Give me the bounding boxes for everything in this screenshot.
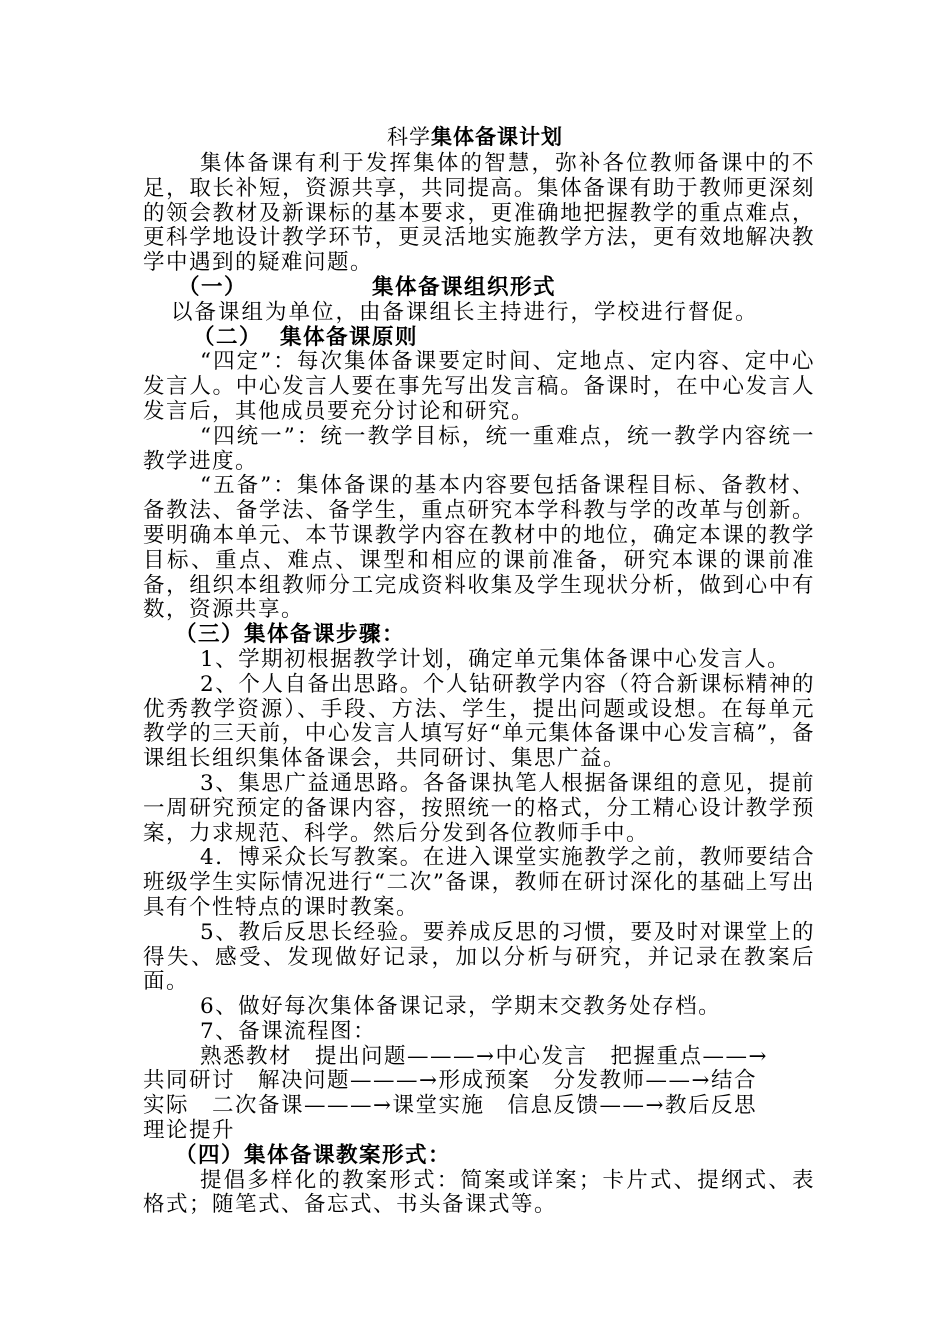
document-title	[0, 124, 950, 150]
section-2-paragraph-2: “四统一”：统一教学目标，统一重难点，统一教学内容统一教学进度。	[143, 423, 815, 474]
section-2-number: （二）	[193, 324, 263, 350]
step-5: 5、教后反思长经验。要养成反思的习惯，要及时对课堂上的得失、感受、发现做好记录，加以分析与研究，并记录在教案后面。	[143, 919, 815, 995]
step-3: 3、集思广益通思路。各备课执笔人根据备课组的意见，提前一周研究预定的备课内容，按照统一的格式，分工精心设计教学预案，力求规范、科学。然后分发到各位教师手中。	[143, 770, 815, 846]
step-6: 6、做好每次集体备课记录，学期末交教务处存档。	[200, 994, 722, 1020]
step-2: 2、个人自备出思路。个人钻研教学内容（符合新课标精神的优秀教学资源）、手段、方法、学生，提出问题或设想。在每单元教学的三天前，中心发言人填写好“单元集体备课中心发言稿”，备课组长组织集体备课会，共同研讨、集思广益。	[143, 671, 815, 772]
flow-line-3: 实际 二次备课———→课堂实施 信息反馈——→教后反思	[143, 1093, 758, 1119]
flow-line-4: 理论提升	[143, 1118, 236, 1144]
flow-chart-text	[143, 1045, 815, 1144]
intro-paragraph: 集体备课有利于发挥集体的智慧，弥补各位教师备课中的不足，取长补短，资源共享，共同提高。集体备课有助于教师更深刻的领会教材及新课标的基本要求，更准确地把握教学的重点难点，更科学地设计教学环节，更灵活地实施教学方法，更有效地解决教学中遇到的疑难问题。	[143, 151, 815, 276]
section-4-body: 提倡多样化的教案形式：简案或详案；卡片式、提纲式、表格式；随笔式、备忘式、书头备课式等。	[143, 1167, 815, 1218]
section-1-heading	[143, 276, 815, 301]
section-4-heading: （四）集体备课教案形式：	[175, 1142, 452, 1168]
section-2-title: 集体备课原则	[280, 324, 419, 350]
step-4: 4．博采众长写教案。在进入课堂实施教学之前，教师要结合班级学生实际情况进行“二次”备课，教师在研讨深化的基础上写出具有个性特点的课时教案。	[143, 845, 815, 920]
flow-line-2: 共同研讨 解决问题———→形成预案 分发教师——→结合	[143, 1068, 758, 1094]
title-prefix: 科学	[387, 125, 431, 149]
section-2-paragraph-3: “五备”：集体备课的基本内容要包括备课程目标、备教材、备教法、备学法、备学生，重点研究本学科教与学的改革与创新。要明确本单元、本节课教学内容在教材中的地位，确定本课的教学目标、重点、难点、课型和相应的课前准备，研究本课的课前准备，组织本组教师分工完成资料收集及学生现状分析，做到心中有数，资源共享。	[143, 473, 815, 623]
document-body	[143, 152, 815, 1218]
step-1: 1、学期初根据教学计划，确定单元集体备课中心发言人。	[200, 646, 791, 672]
flow-line-1: 熟悉教材 提出问题———→中心发言 把握重点——→	[200, 1043, 769, 1069]
title-main: 集体备课计划	[431, 124, 563, 149]
step-7: 7、备课流程图：	[200, 1018, 377, 1044]
section-2-paragraph-1: “四定”：每次集体备课要定时间、定地点、定内容、定中心发言人。中心发言人要在事先写出发言稿。备课时，在中心发言人发言后，其他成员要充分讨论和研究。	[143, 349, 815, 424]
section-3-heading: （三）集体备课步骤：	[175, 622, 406, 648]
section-1-number: （一）	[178, 274, 248, 300]
section-2-heading	[143, 326, 815, 351]
section-1-title: 集体备课组织形式	[372, 274, 557, 300]
section-1-body: 以备课组为单位，由备课组长主持进行，学校进行督促。	[171, 299, 759, 325]
